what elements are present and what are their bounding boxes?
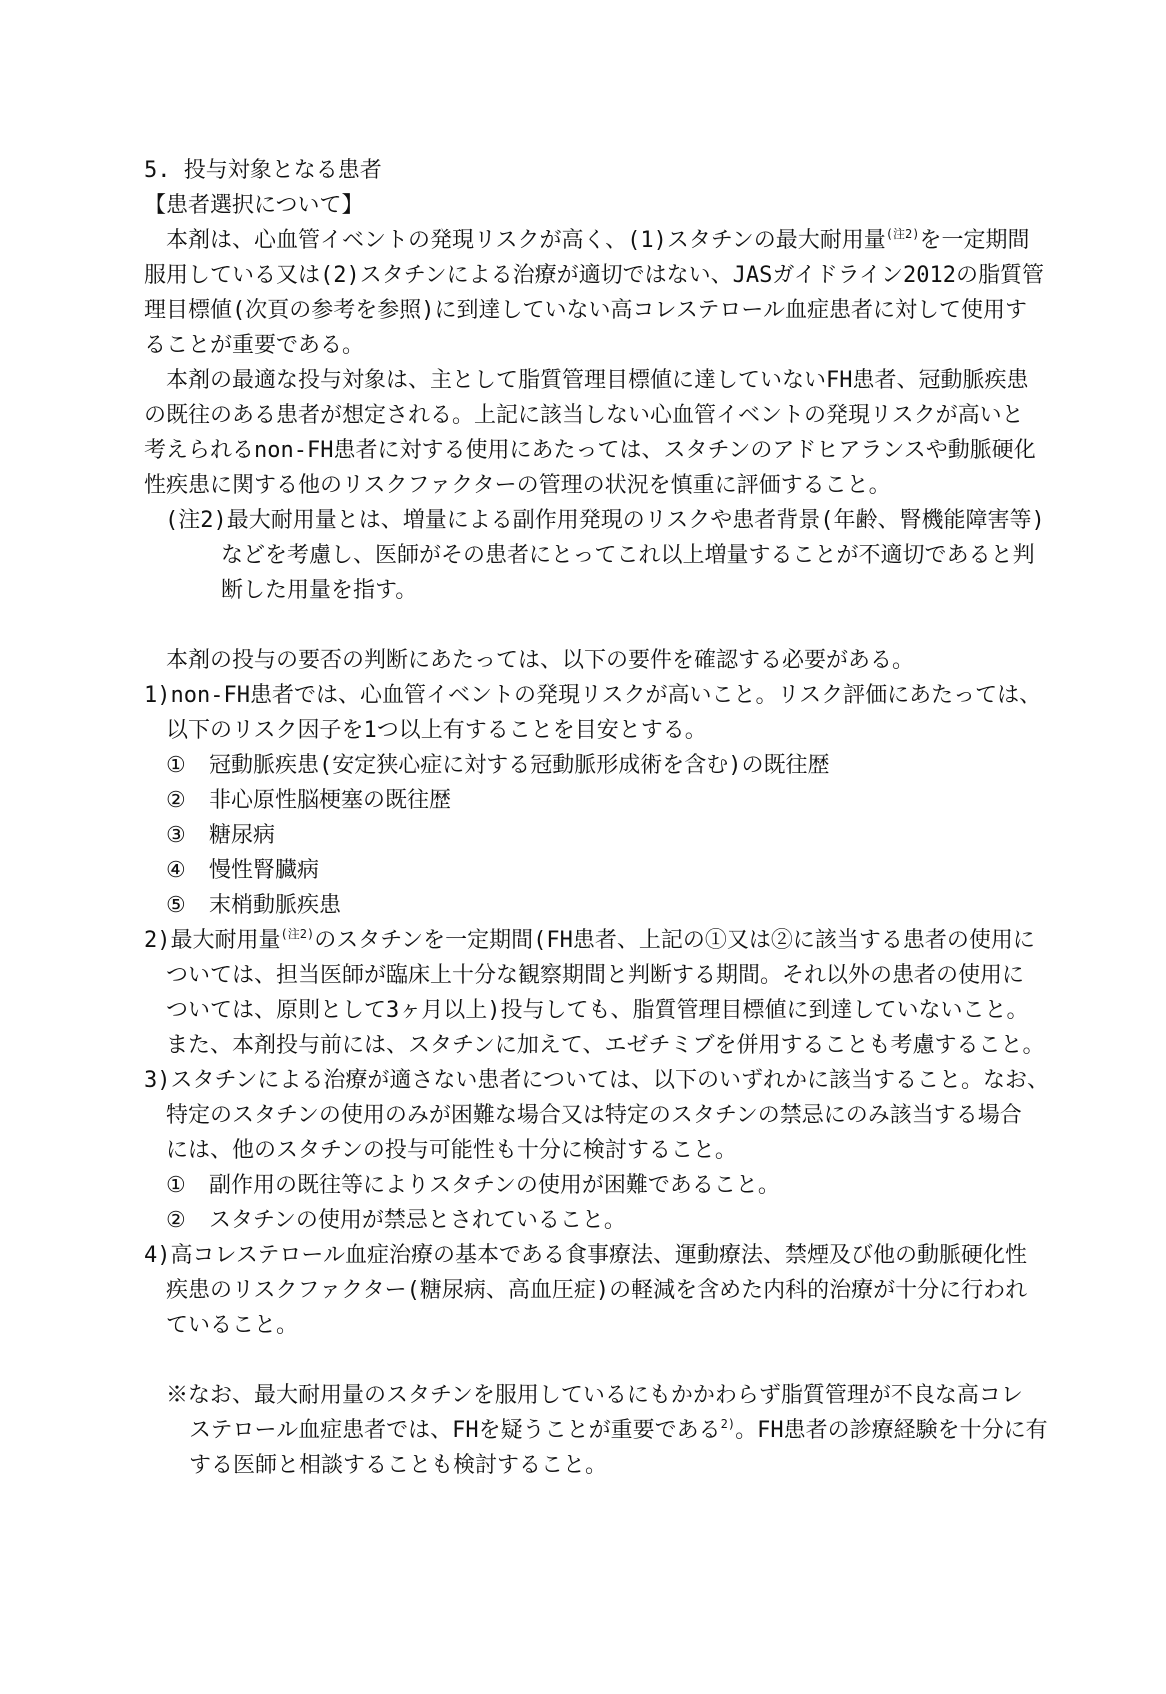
text: 本剤は、心血管イベントの発現リスクが高く、(1)スタチンの最大耐用量 xyxy=(166,228,886,253)
paragraph-line: 服用している又は(2)スタチンによる治療が適切ではない、JASガイドライン2012の脂質管 xyxy=(144,263,1045,288)
requirement-line: 1)non-FH患者では、心血管イベントの発現リスクが高いこと。リスク評価にあたっては、 xyxy=(144,683,1042,708)
requirement-line: 4)高コレステロール血症治療の基本である食事療法、運動療法、禁煙及び他の動脈硬化性 xyxy=(144,1243,1027,1268)
item-text: 末梢動脈疾患 xyxy=(209,893,342,918)
item-number: ① xyxy=(166,753,186,778)
note-line: 断した用量を指す。 xyxy=(221,578,418,603)
remark-line: する医師と相談することも検討すること。 xyxy=(189,1453,608,1478)
text: 。FH患者の診療経験を十分に有 xyxy=(735,1418,1048,1443)
paragraph-line: 性疾患に関する他のリスクファクターの管理の状況を慎重に評価すること。 xyxy=(144,473,891,498)
footnote-ref: (注2) xyxy=(280,927,315,941)
requirement-line: 以下のリスク因子を1つ以上有することを目安とする。 xyxy=(166,718,707,743)
list-item xyxy=(144,748,1044,783)
item-text: 副作用の既往等によりスタチンの使用が困難であること。 xyxy=(209,1173,780,1198)
requirement-line: ついては、原則として3ヶ月以上)投与しても、脂質管理目標値に到達していないこと。 xyxy=(166,998,1029,1023)
paragraph-line: ることが重要である。 xyxy=(144,333,365,358)
paragraph-line: の既往のある患者が想定される。上記に該当しない心血管イベントの発現リスクが高いと xyxy=(144,403,1024,428)
paragraph-line xyxy=(144,223,1044,258)
item-number: ④ xyxy=(166,858,186,883)
requirement-4 xyxy=(144,1238,1044,1343)
requirement-line: また、本剤投与前には、スタチンに加えて、エゼチミブを併用することも考慮すること。 xyxy=(166,1033,1045,1058)
list-item xyxy=(144,853,1044,888)
text: のスタチンを一定期間(FH患者、上記の①又は②に該当する患者の使用に xyxy=(314,928,1035,953)
item-number: ② xyxy=(166,1208,186,1233)
note-line: (注2)最大耐用量とは、増量による副作用発現のリスクや患者背景(年齢、腎機能障害等) xyxy=(165,508,1045,533)
paragraph-line: 考えられるnon-FH患者に対する使用にあたっては、スタチンのアドヒアランスや動脈硬化 xyxy=(144,438,1036,463)
document-page xyxy=(144,153,1049,1483)
list-item xyxy=(144,783,1044,818)
requirement-line: 3)スタチンによる治療が適さない患者については、以下のいずれかに該当すること。なお、 xyxy=(144,1068,1049,1093)
spacer xyxy=(144,1343,1044,1378)
item-number: ② xyxy=(166,788,186,813)
item-text: 冠動脈疾患(安定狭心症に対する冠動脈形成術を含む)の既往歴 xyxy=(209,753,830,778)
remark xyxy=(144,1378,1048,1483)
text: を一定期間 xyxy=(919,228,1030,253)
intro-paragraph xyxy=(144,223,1044,363)
note-2 xyxy=(144,503,1044,608)
paragraph-line: 理目標値(次頁の参考を参照)に到達していない高コレステロール血症患者に対して使用す xyxy=(144,298,1027,323)
requirement-line: ついては、担当医師が臨床上十分な観察期間と判断する期間。それ以外の患者の使用に xyxy=(166,963,1025,988)
requirements-intro: 本剤の投与の要否の判断にあたっては、以下の要件を確認する必要がある。 xyxy=(166,648,915,673)
item-text: 慢性腎臓病 xyxy=(209,858,320,883)
requirement-line: 疾患のリスクファクター(糖尿病、高血圧症)の軽減を含めた内科的治療が十分に行われ xyxy=(166,1278,1028,1303)
item-text: 糖尿病 xyxy=(209,823,276,848)
item-number: ⑤ xyxy=(166,893,186,918)
requirement-line: 特定のスタチンの使用のみが困難な場合又は特定のスタチンの禁忌にのみ該当する場合 xyxy=(166,1103,1022,1128)
remark-line xyxy=(144,1413,1048,1448)
spacer xyxy=(144,608,1044,643)
requirement-3 xyxy=(144,1063,1049,1238)
text: 2)最大耐用量 xyxy=(144,928,281,953)
list-item xyxy=(144,1168,1044,1203)
remark-line: ※なお、最大耐用量のスタチンを服用しているにもかかわらず脂質管理が不良な高コレ xyxy=(166,1383,1023,1408)
requirement-line: には、他のスタチンの投与可能性も十分に検討すること。 xyxy=(166,1138,737,1163)
list-item xyxy=(144,818,1044,853)
text: ステロール血症患者では、FHを疑うことが重要である xyxy=(189,1418,721,1443)
reference-marker: 2) xyxy=(720,1417,736,1431)
section-title: 5. 投与対象となる患者 xyxy=(144,158,382,183)
list-item xyxy=(144,888,1044,923)
requirement-line xyxy=(144,923,1044,958)
requirement-2 xyxy=(144,923,1044,1063)
item-text: スタチンの使用が禁忌とされていること。 xyxy=(209,1208,626,1233)
note-line: などを考慮し、医師がその患者にとってこれ以上増量することが不適切であると判 xyxy=(221,543,1035,568)
optimal-target-paragraph xyxy=(144,363,1044,503)
subheading: 【患者選択について】 xyxy=(144,193,364,218)
item-number: ③ xyxy=(166,823,186,848)
footnote-ref: (注2) xyxy=(885,227,920,241)
item-number: ① xyxy=(166,1173,186,1198)
item-text: 非心原性脳梗塞の既往歴 xyxy=(209,788,452,813)
paragraph-line: 本剤の最適な投与対象は、主として脂質管理目標値に達していないFH患者、冠動脈疾患 xyxy=(166,368,1029,393)
requirement-1 xyxy=(144,678,1044,923)
requirement-line: ていること。 xyxy=(166,1313,299,1338)
list-item xyxy=(144,1203,1044,1238)
